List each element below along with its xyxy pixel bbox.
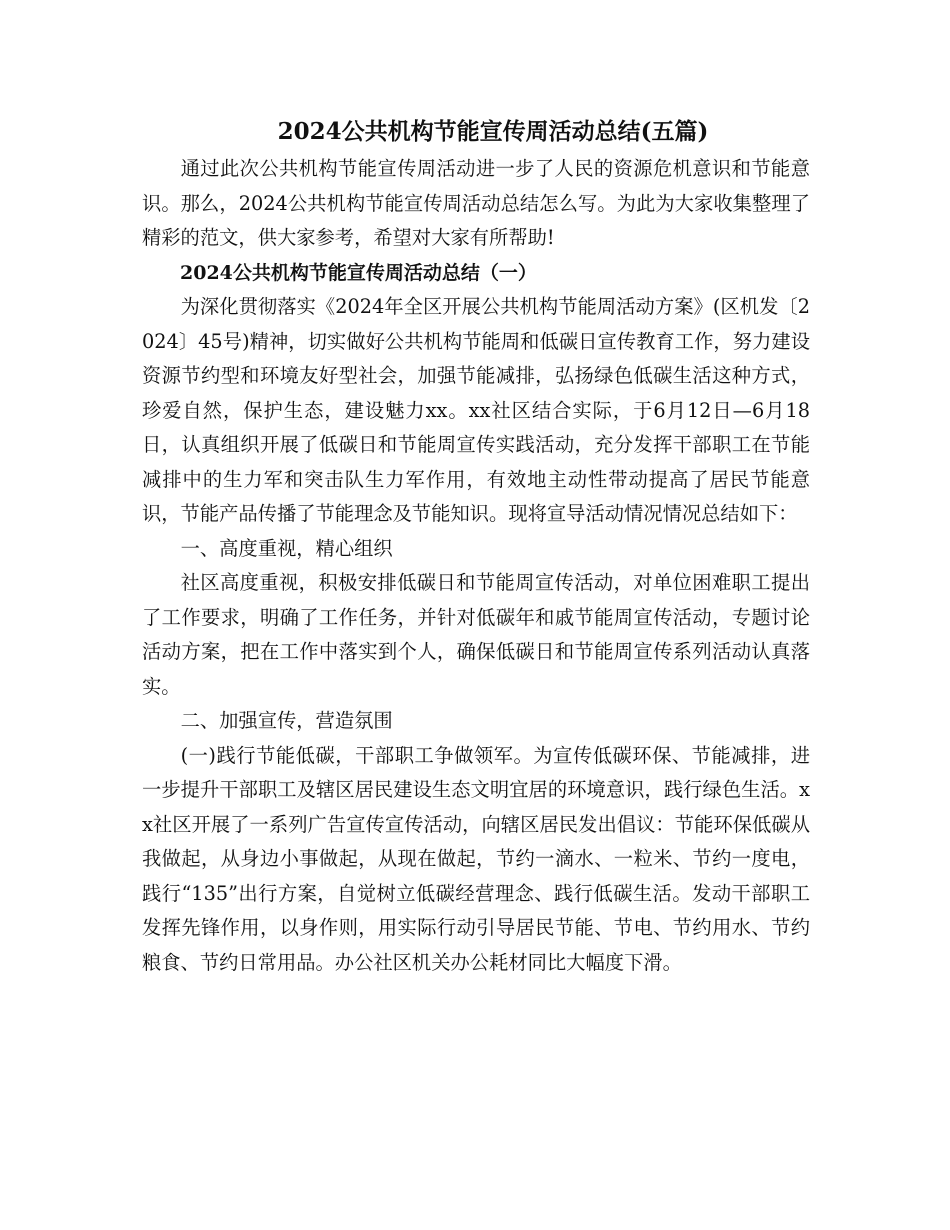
- subheading-1: 一、高度重视，精心组织: [180, 536, 393, 560]
- body-paragraph-2: 社区高度重视，积极安排低碳日和节能周宣传活动，对单位困难职工提出了工作要求，明确了工作任务，并针对低碳年和戚节能周宣传活动，专题讨论活动方案，把在工作中落实到个人，确保低碳日和节能周宣传系列活动认真落实。: [142, 571, 810, 698]
- document-title: 2024公共机构节能宣传周活动总结(五篇): [277, 118, 709, 145]
- section-heading: 2024公共机构节能宣传周活动总结（一）: [180, 261, 537, 284]
- document-page: [142, 112, 810, 980]
- body-paragraph-3: (一)践行节能低碳，干部职工争做领军。为宣传低碳环保、节能减排，进一步提升干部职工及辖区居民建设生态文明宜居的环境意识，践行绿色生活。xx社区开展了一系列广告宣传宣传活动，向辖区居民发出倡议：节能环保低碳从我做起，从身边小事做起，从现在做起，节约一滴水、一粒米、节约一度电，践行“135”出行方案，自觉树立低碳经营理念、践行低碳生活。发动干部职工发挥先锋作用，以身作则，用实际行动引导居民节能、节电、节约用水、节约粮食、节约日常用品。办公社区机关办公耗材同比大幅度下滑。: [142, 743, 810, 974]
- body-paragraph-1: 为深化贯彻落实《2024年全区开展公共机构节能周活动方案》(区机发〔2024〕45号)精神，切实做好公共机构节能周和低碳日宣传教育工作，努力建设资源节约型和环境友好型社会，加强节能减排，弘扬绿色低碳生活这种方式，珍爱自然，保护生态，建设魅力xx。xx社区结合实际，于6月12日—6月18日，认真组织开展了低碳日和节能周宣传实践活动，充分发挥干部职工在节能减排中的生力军和突击队生力军作用，有效地主动性带动提高了居民节能意识，节能产品传播了节能理念及节能知识。现将宣导活动情况情况总结如下：: [142, 295, 810, 525]
- intro-paragraph: 通过此次公共机构节能宣传周活动进一步了人民的资源危机意识和节能意识。那么，2024公共机构节能宣传周活动总结怎么写。为此为大家收集整理了精彩的范文，供大家参考，希望对大家有所帮助!: [142, 157, 810, 249]
- subheading-2: 二、加强宣传，营造氛围: [180, 709, 393, 732]
